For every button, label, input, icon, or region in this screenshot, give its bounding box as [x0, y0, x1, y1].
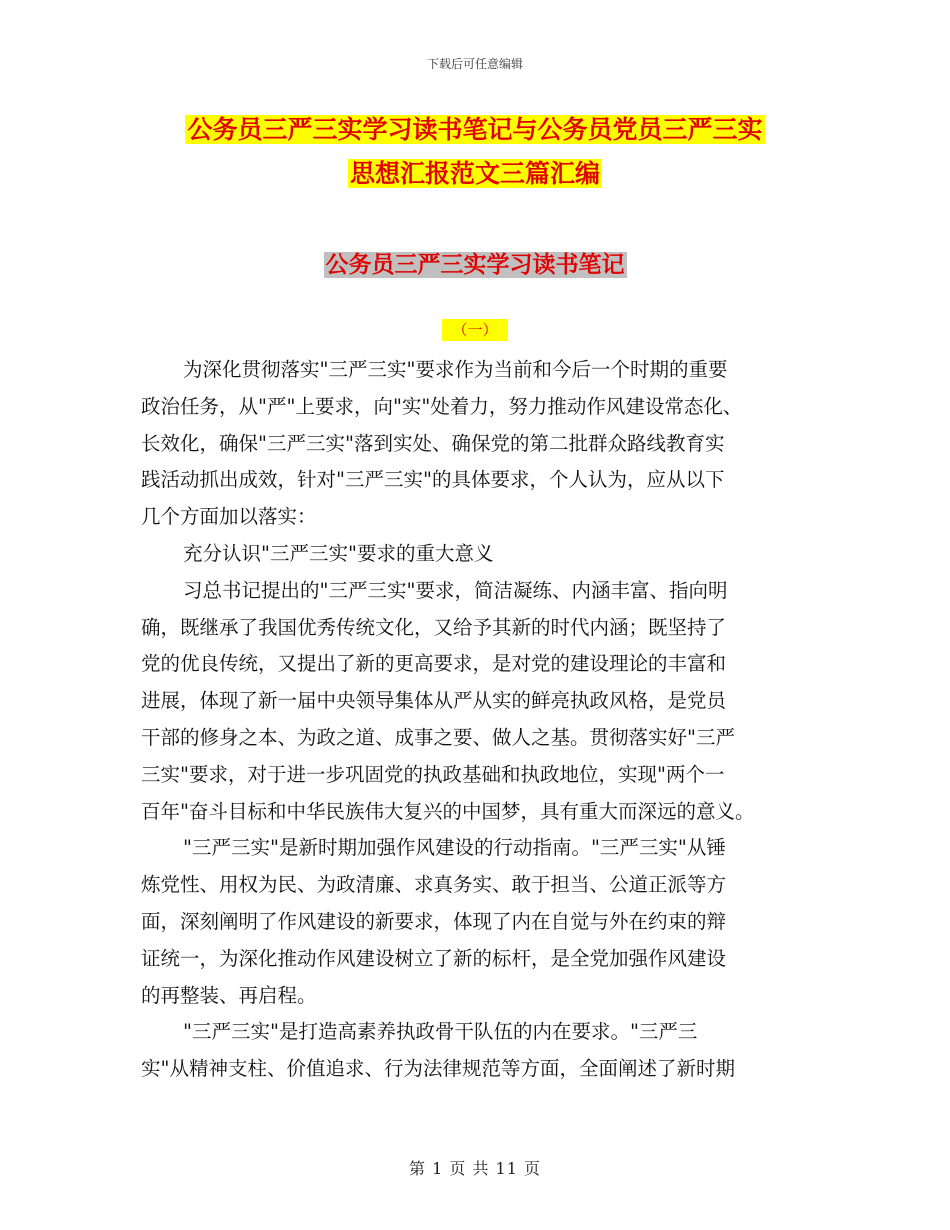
sub-section-marker: [0, 319, 950, 340]
document-title-line-1-text: 公务员三严三实学习读书笔记与公务员党员三严三实: [187, 115, 763, 144]
section-title: [0, 246, 950, 279]
body-line: 证统一，为深化推动作风建设树立了新的标杆，是全党加强作风建设: [141, 946, 727, 970]
document-title-line-1: [0, 108, 950, 152]
document-title-line-2: [0, 152, 950, 196]
body-line: 充分认识"三严三实"要求的重大意义: [183, 541, 494, 565]
body-line: 几个方面加以落实：: [141, 505, 317, 529]
body-line: "三严三实"是新时期加强作风建设的行动指南。"三严三实"从锤: [183, 836, 726, 860]
body-text: [141, 352, 816, 1088]
body-line: 习总书记提出的"三严三实"要求，简洁凝练、内涵丰富、指向明: [183, 578, 728, 602]
body-line: 的再整装、再启程。: [141, 983, 317, 1007]
body-line: 长效化，确保"三严三实"落到实处、确保党的第二批群众路线教育实: [141, 431, 725, 455]
header-note: 下载后可任意编辑: [426, 57, 523, 71]
body-line: 确，既继承了我国优秀传统文化，又给予其新的时代内涵；既坚持了: [141, 615, 727, 639]
document-title-line-2-text: 思想汇报范文三篇汇编: [349, 159, 600, 188]
body-line: 进展，体现了新一届中央领导集体从严从实的鲜亮执政风格，是党员: [141, 689, 727, 713]
body-line: 党的优良传统，又提出了新的更高要求，是对党的建设理论的丰富和: [141, 652, 727, 676]
body-line: 百年"奋斗目标和中华民族伟大复兴的中国梦，具有重大而深远的意义。: [141, 799, 755, 823]
body-line: 政治任务，从"严"上要求，向"实"处着力，努力推动作风建设常态化、: [141, 394, 743, 418]
body-line: 践活动抓出成效，针对"三严三实"的具体要求，个人认为，应从以下: [141, 468, 725, 492]
body-line: 炼党性、用权为民、为政清廉、求真务实、敢于担当、公道正派等方: [141, 873, 727, 897]
body-line: 干部的修身之本、为政之道、成事之要、做人之基。贯彻落实好"三严: [141, 725, 735, 749]
sub-section-marker-text: （一）: [442, 319, 507, 341]
page-footer: 第 1 页 共 11 页: [409, 1159, 541, 1178]
body-line: "三严三实"是打造高素养执政骨干队伍的内在要求。"三严三: [183, 1020, 698, 1044]
body-line: 为深化贯彻落实"三严三实"要求作为当前和今后一个时期的重要: [183, 358, 728, 381]
body-line: 面，深刻阐明了作风建设的新要求，体现了内在自觉与外在约束的辩: [141, 909, 727, 933]
body-line: 三实"要求，对于进一步巩固党的执政基础和执政地位，实现"两个一: [141, 762, 725, 786]
section-title-text: 公务员三严三实学习读书笔记: [325, 252, 625, 278]
body-line: 实"从精神支柱、价值追求、行为法律规范等方面，全面阐述了新时期: [141, 1057, 735, 1081]
